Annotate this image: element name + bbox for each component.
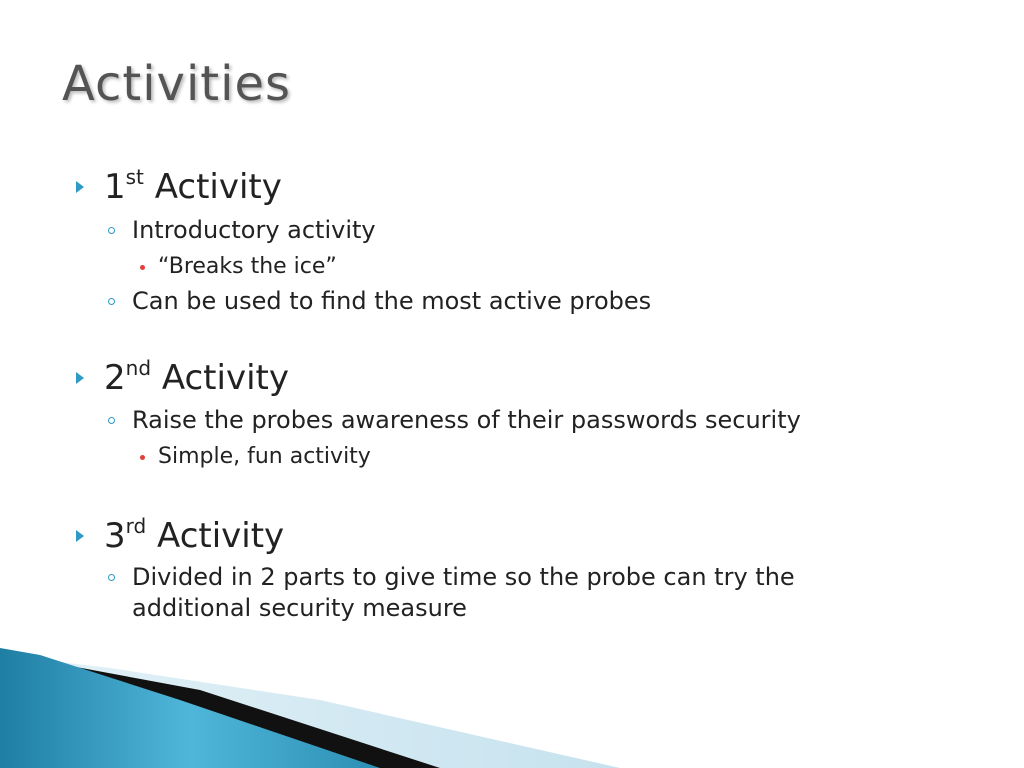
bullet-item-continuation: additional security measure xyxy=(132,594,467,622)
section-label: Activity xyxy=(157,516,285,556)
section-number: 1 xyxy=(104,167,126,207)
section-ordinal-suffix: rd xyxy=(125,514,147,538)
section-label: Activity xyxy=(161,358,289,398)
section-ordinal-suffix: nd xyxy=(125,356,152,380)
bullet-item: Can be used to find the most active probes xyxy=(132,287,652,315)
bullet-item: Introductory activity xyxy=(132,216,376,244)
section-label: Activity xyxy=(154,167,282,207)
section-number: 2 xyxy=(104,358,126,398)
sub-bullet-item: Simple, fun activity xyxy=(158,444,371,469)
bullet-item: Raise the probes awareness of their passwords security xyxy=(132,406,801,434)
section-number: 3 xyxy=(104,516,126,556)
bullet-item: Divided in 2 parts to give time so the probe can try the xyxy=(132,563,795,591)
sub-bullet-item: “Breaks the ice” xyxy=(158,254,337,279)
slide-title: Activities xyxy=(62,56,291,112)
section-ordinal-suffix: st xyxy=(125,165,144,189)
